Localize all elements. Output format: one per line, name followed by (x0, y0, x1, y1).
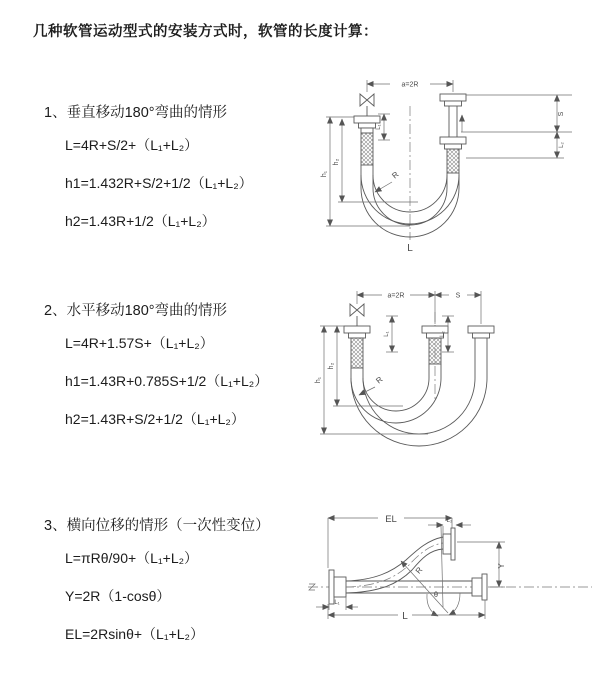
dimension-l2 (440, 316, 454, 352)
section-horizontal-movement (44, 299, 268, 445)
dim-label-a2r: a=2R (401, 81, 419, 89)
dim-label-el: EL (385, 514, 397, 525)
diagram-lateral-displacement (300, 500, 600, 665)
section-vertical-movement (44, 101, 253, 247)
dimension-s-l2 (461, 95, 572, 158)
radius-callout (375, 170, 401, 192)
dim-label-theta: θ (433, 590, 439, 599)
dimension-h1 (315, 326, 428, 434)
right-pipe-two-positions (440, 94, 466, 173)
dimension-l2 (428, 518, 471, 534)
section-lateral-displacement (44, 514, 270, 660)
diagram-vertical-movement-180-bend (310, 70, 595, 265)
formula-length: L=πRθ/90+（L₁+L₂） (65, 550, 199, 566)
dim-label-l1: L₁ (376, 124, 382, 130)
dim-label-r: R (390, 169, 401, 181)
formula-length: L=4R+1.57S+（L₁+L₂） (65, 335, 214, 351)
page-title: 几种软管运动型式的安装方式时，软管的长度计算： (33, 24, 378, 40)
displaced-hose-s-curve (346, 528, 455, 593)
dimension-l1 (316, 597, 358, 610)
dimension-l1 (384, 316, 398, 352)
formula-y: Y=2R（1-cosθ） (65, 588, 171, 604)
dim-label-l2: L₂ (446, 518, 453, 524)
dim-label-l1: L₁ (334, 600, 340, 606)
diagram-horizontal-movement-180-bend (308, 282, 593, 477)
left-pipe-with-valve (344, 304, 370, 368)
dim-label-h1: h₁ (321, 170, 328, 178)
dim-label-h2: h₂ (328, 362, 335, 370)
dim-label-r: R (413, 565, 425, 576)
dim-label-s: S (558, 111, 565, 117)
dim-label-r: R (374, 374, 385, 386)
dimension-a2r-s (357, 291, 481, 324)
dim-label-l-bottom: L (407, 243, 413, 254)
formula-length: L=4R+S/2+（L₁+L₂） (65, 137, 199, 153)
dim-label-l: L (402, 611, 408, 622)
dim-label-a2r: a=2R (387, 292, 405, 300)
formula-el: EL=2Rsinθ+（L₁+L₂） (65, 626, 204, 642)
dim-label-y: Y (497, 563, 506, 569)
formula-h1: h1=1.43R+0.785S+1/2（L₁+L₂） (65, 373, 269, 389)
left-flange (329, 570, 346, 604)
dim-label-s: S (455, 292, 461, 300)
dim-label-l2: L₂ (440, 331, 446, 337)
section-2-heading: 2、水平移动180°弯曲的情形 (44, 303, 228, 319)
dim-label-h1: h₁ (315, 376, 322, 384)
hose-u-positions (351, 338, 487, 446)
section-3-heading: 3、横向位移的情形（一次性变位） (44, 518, 270, 534)
displaced-pipe (468, 326, 494, 338)
formula-h2: h2=1.43R+S/2+1/2（L₁+L₂） (65, 411, 245, 427)
dimension-el (328, 514, 452, 568)
formula-h1: h1=1.432R+S/2+1/2（L₁+L₂） (65, 175, 253, 191)
dim-label-l2: L₂ (559, 142, 565, 148)
dimension-a2r (367, 80, 453, 92)
dim-label-l1: L₁ (384, 331, 390, 337)
dimension-l (328, 600, 485, 622)
dim-label-h2: h₂ (333, 158, 340, 166)
section-1-heading: 1、垂直移动180°弯曲的情形 (44, 105, 228, 121)
formula-h2: h2=1.43R+1/2（L₁+L₂） (65, 213, 216, 229)
